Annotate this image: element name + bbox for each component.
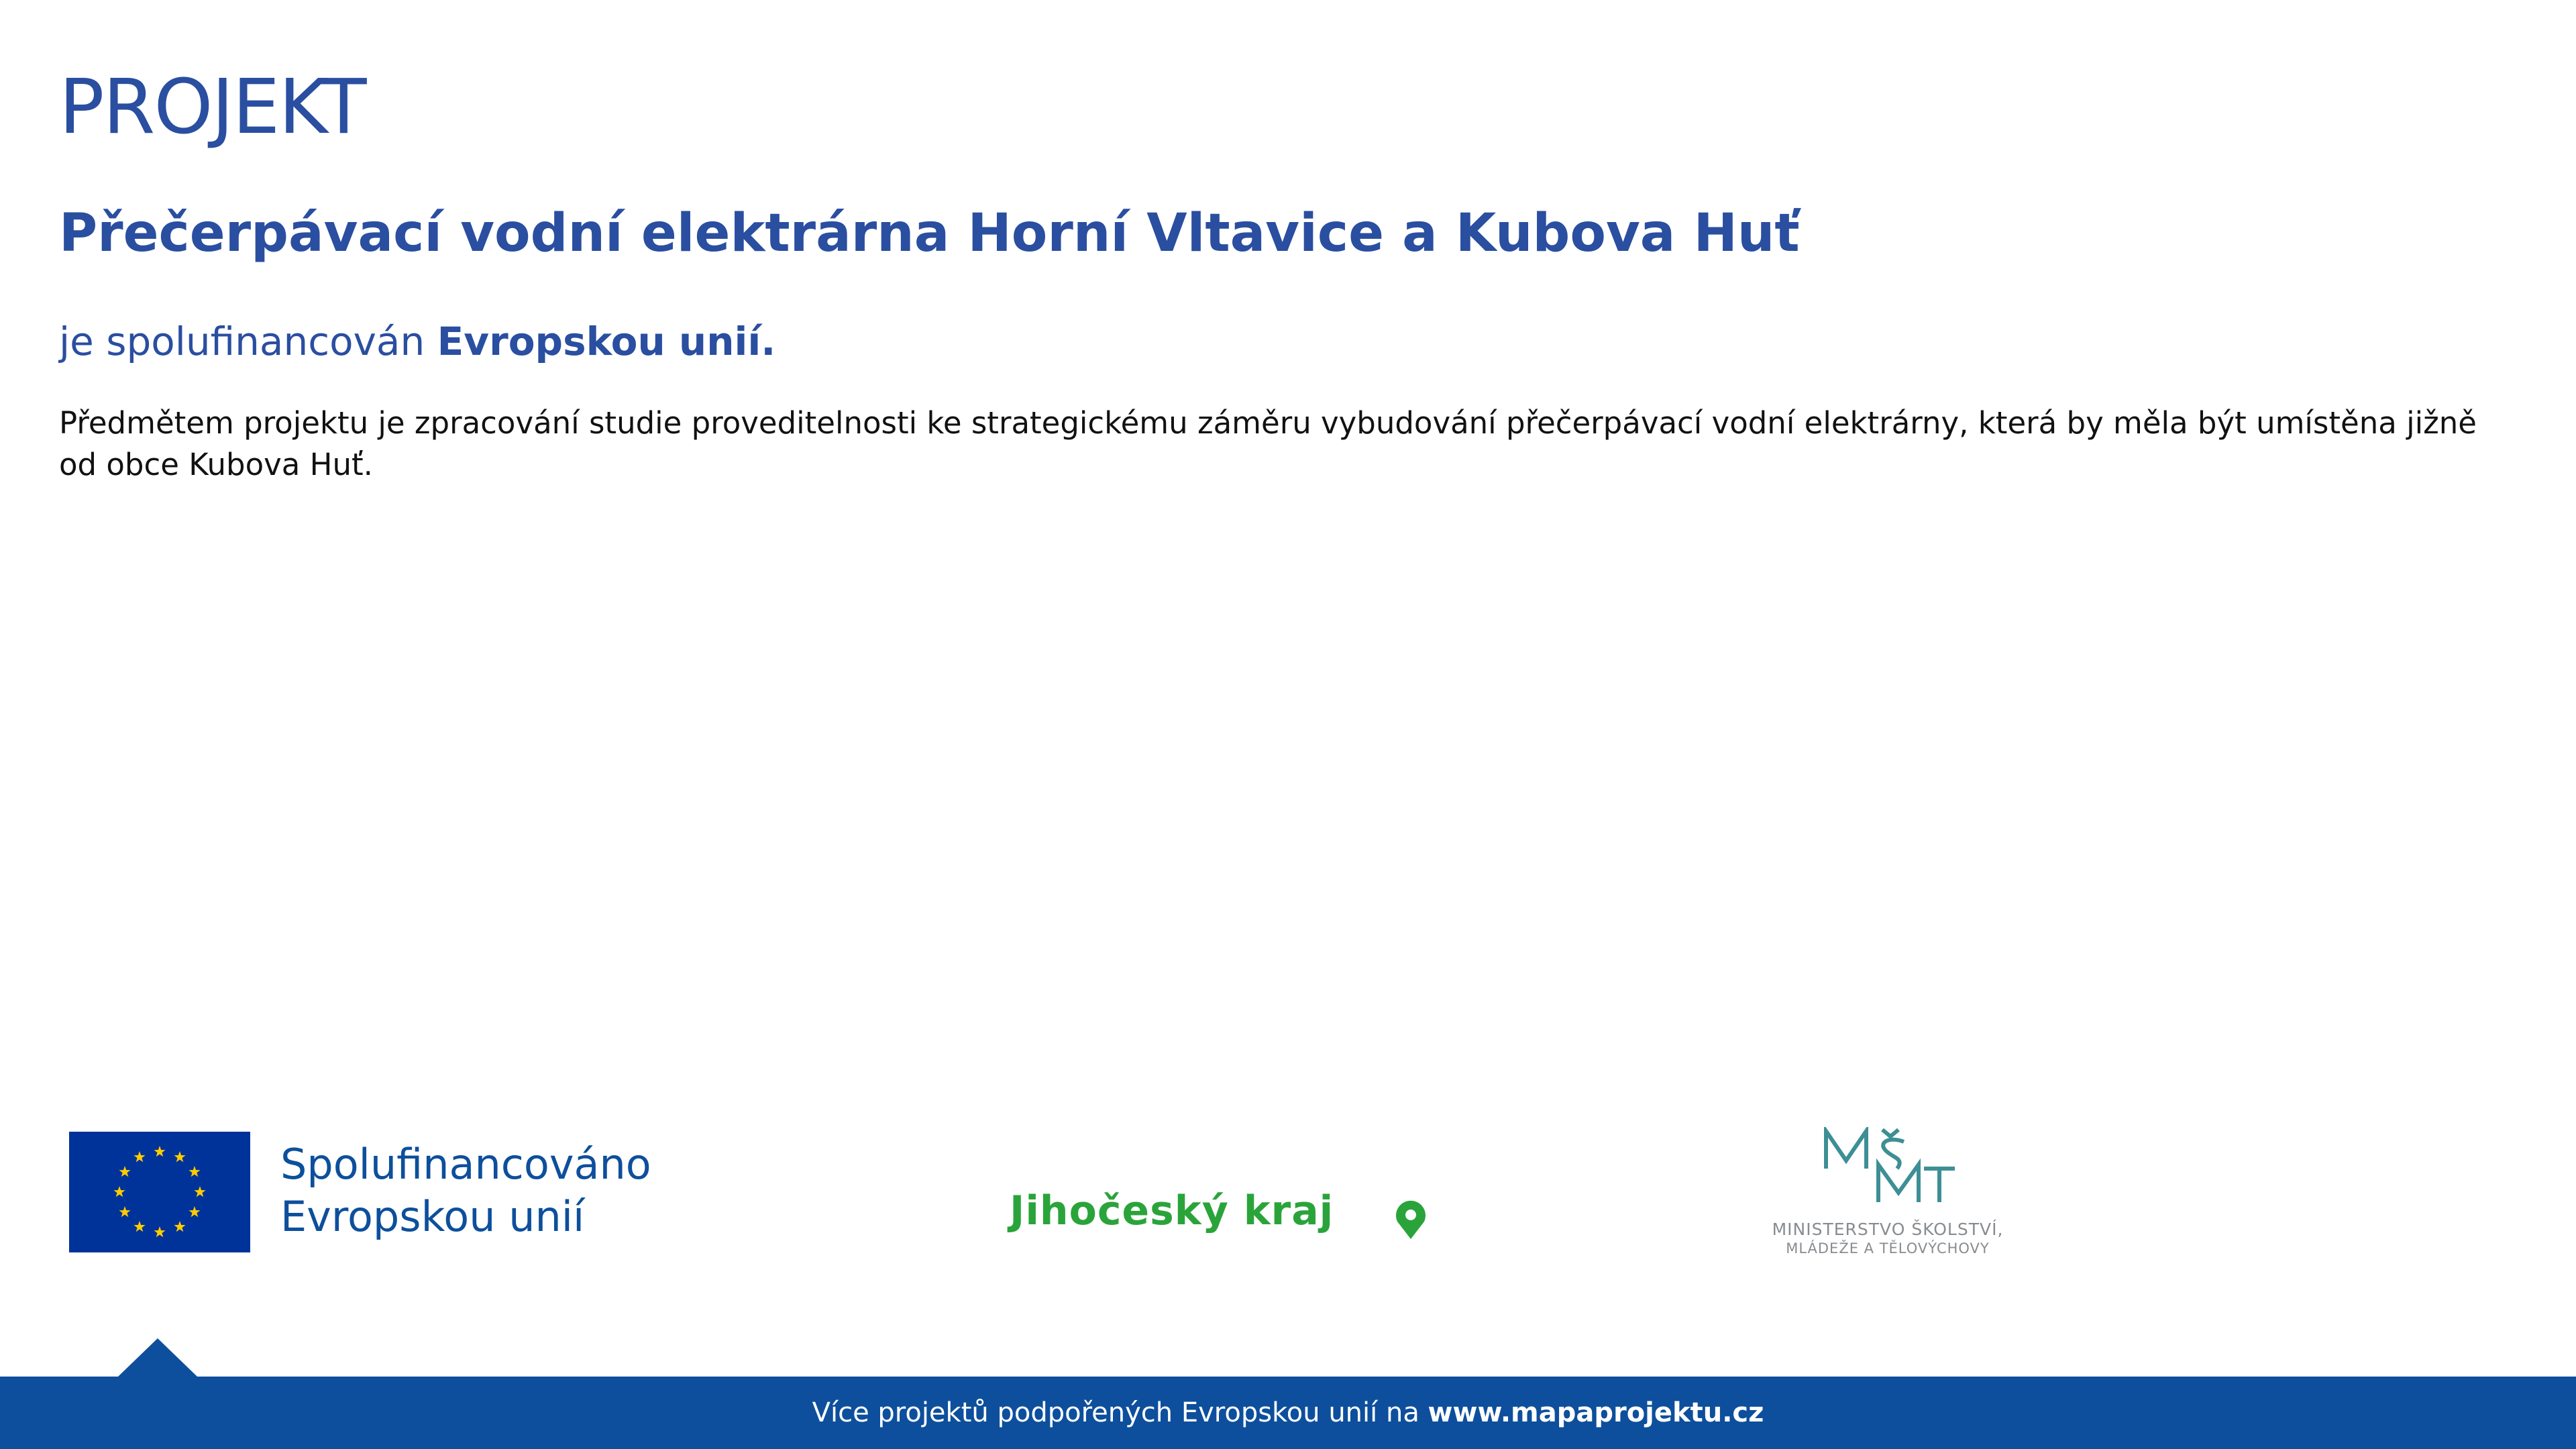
project-title: Přečerpávací vodní elektrárna Horní Vltavice a Kubova Huť (59, 203, 1800, 264)
jihocesky-kraj-logo (1010, 1184, 1439, 1244)
cofinanced-statement (59, 318, 775, 365)
msmt-monogram-icon (1823, 1127, 1957, 1204)
footer-text-prefix: Více projektů podpořených Evropskou unií na (812, 1397, 1428, 1428)
cofinanced-eu: Evropskou unií. (437, 319, 776, 364)
footer-link[interactable]: www.mapaprojektu.cz (1428, 1397, 1764, 1428)
eu-flag-icon (69, 1132, 250, 1252)
footer-bar (0, 1377, 2576, 1449)
msmt-logo (1756, 1127, 2025, 1261)
footer-text (812, 1397, 1764, 1428)
eu-cofinanced-logo (69, 1132, 673, 1254)
location-pin-icon (1393, 1200, 1428, 1240)
project-description: Předmětem projektu je zpracování studie proveditelnosti ke strategickému záměru vybudování přečerpávací vodní elektrárny, která by měla být umístěna jižně od obce Kubova Huť. (59, 405, 2477, 482)
eu-logo-line2: Evropskou unií (280, 1192, 585, 1241)
eu-logo-line1: Spolufinancováno (280, 1140, 651, 1189)
page-heading: PROJEKT (59, 64, 366, 151)
eu-logo-text (280, 1138, 651, 1243)
msmt-name-line1: MINISTERSTVO ŠKOLSTVÍ, (1772, 1220, 2004, 1239)
jihocesky-kraj-wordmark: Jihočeský kraj (1010, 1187, 1334, 1234)
msmt-name-line2: MLÁDEŽE A TĚLOVÝCHOVY (1786, 1240, 1990, 1256)
cofinanced-prefix: je spolufinancován (59, 319, 437, 364)
footer-tab-marker (117, 1338, 198, 1377)
